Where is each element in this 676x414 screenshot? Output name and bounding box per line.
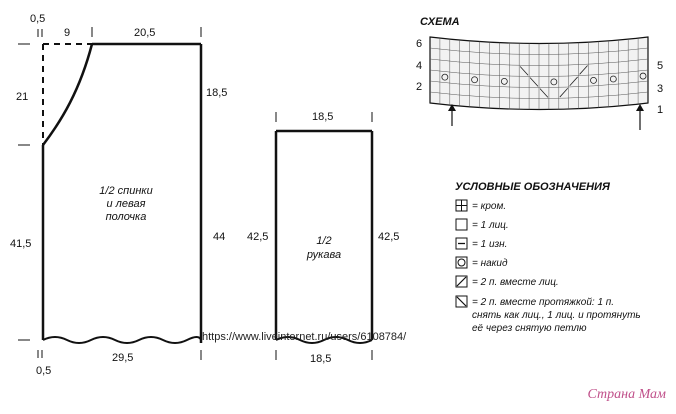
k2tog-icon [456,276,467,287]
sleeve-label-line2: рукава [306,249,342,261]
dim-side-top-height: 18,5 [206,87,228,99]
scheme-row-3: 3 [657,83,664,95]
dim-bottom-left-margin: 0,5 [36,365,52,377]
legend-item-ssk-line3: её через снятую петлю [472,323,587,334]
source-url: https://www.liveinternet.ru/users/6108784/ [202,331,407,343]
sleeve-label-line1: 1/2 [316,235,332,247]
legend-item-yarn-over: = накид [472,258,508,269]
front-back-label-line3: полочка [105,211,147,223]
legend-item-ssk-line2: снять как лиц., 1 лиц. и протянуть [472,310,641,321]
ssk-icon [456,296,467,307]
sleeve-dim-right-height: 42,5 [378,231,400,243]
sleeve-dim-left-height: 42,5 [247,231,269,243]
legend-item-ssk: = 2 п. вместе протяжкой: 1 п. [472,297,615,308]
dim-top-width: 20,5 [134,27,156,39]
purl-stitch-icon [456,238,467,249]
dim-bottom-width: 29,5 [112,352,134,364]
legend-item-edge: = кром. [472,201,507,212]
dim-armhole-height: 21 [16,91,29,103]
legend-list [456,200,641,334]
scheme-title: СХЕМА [420,16,460,28]
front-back-label-line2: и левая [106,198,146,210]
yarn-over-icon [456,257,467,268]
sleeve-dim-top-width: 18,5 [312,111,334,123]
scheme-row-2: 2 [416,81,423,93]
scheme-row-1: 1 [657,104,664,116]
dim-body-height: 41,5 [10,238,32,250]
dim-side-height: 44 [213,231,226,243]
scheme-row-6: 6 [416,38,423,50]
watermark-logo: Страна Мам [587,387,666,402]
front-back-label-line1: 1/2 спинки [99,185,153,197]
legend-item-purl: = 1 изн. [472,239,508,250]
knit-stitch-icon [456,219,467,230]
dim-top-left-margin: 0,5 [30,13,46,25]
edge-stitch-icon [456,200,467,211]
legend-title: УСЛОВНЫЕ ОБОЗНАЧЕНИЯ [455,181,610,193]
sleeve-dim-bottom-width: 18,5 [310,353,332,365]
scheme-row-5: 5 [657,60,664,72]
scheme-row-4: 4 [416,60,423,72]
scheme-grid [430,37,648,130]
dim-neck-width: 9 [64,27,71,39]
legend-item-knit: = 1 лиц. [472,220,509,231]
legend-item-k2tog: = 2 п. вместе лиц. [472,277,559,288]
